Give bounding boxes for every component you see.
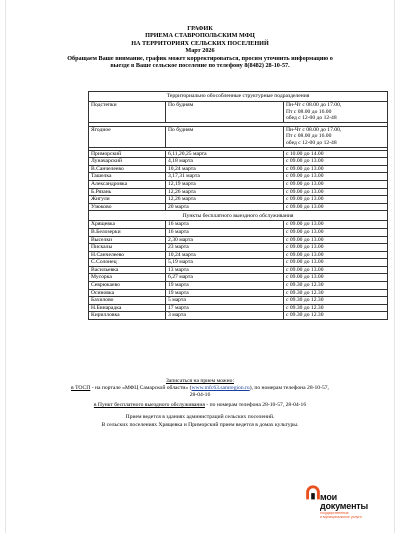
- settlement-name: Бахилово: [89, 297, 166, 305]
- visit-dates: 13 марта: [166, 266, 284, 274]
- table-row: [89, 312, 388, 320]
- settlement-name: Луначарский: [89, 158, 166, 166]
- visit-hours: с 09.30 до 12.30: [284, 289, 388, 297]
- signup-tosp-phone2: 28-04-16: [189, 392, 211, 398]
- hours-line: Пн-Чт с 08.00 до 17.00,: [286, 102, 342, 108]
- settlement-name: Подстепки: [89, 102, 166, 123]
- visit-dates: 20 марта: [166, 203, 284, 211]
- visit-days: По будням: [166, 126, 284, 147]
- hours-line: обед с 12-00 до 12-48: [286, 139, 337, 146]
- visit-dates: 5,19 марта: [166, 259, 284, 267]
- hours-line: Пн-Чт с 08.00 до 17.00,: [286, 126, 342, 133]
- logo-sub2: и муниципальные услуги: [320, 515, 362, 520]
- visit-hours: с 09.00 до 13.00: [284, 203, 388, 211]
- hours-line: Пт с 08.00 до 16.00: [286, 108, 332, 115]
- table-row: [89, 282, 388, 290]
- visit-hours: с 09.00 до 13.00: [284, 236, 388, 244]
- schedule-table: [88, 91, 388, 320]
- signup-heading: [6, 378, 394, 385]
- visit-dates: 3,17,31 марта: [166, 173, 284, 181]
- visit-hours: с 09.30 до 12.30: [284, 297, 388, 305]
- hours-line: обед с 12-00 до 12-48: [286, 115, 337, 122]
- visit-dates: 6,11,20,25 марта: [166, 150, 284, 158]
- visit-hours: с 09.00 до 13.00: [284, 173, 388, 181]
- settlement-name: Выселки: [89, 236, 166, 244]
- visit-dates: 19 марта: [166, 289, 284, 297]
- table-row: [89, 244, 388, 252]
- table-row: [89, 266, 388, 274]
- settlement-name: Севрюкаево: [89, 282, 166, 290]
- visit-dates: 12,26 марта: [166, 196, 284, 204]
- table-row: [89, 165, 388, 173]
- visit-hours: с 09.30 до 12.30: [284, 304, 388, 312]
- table-row: [89, 304, 388, 312]
- table-row: [89, 173, 388, 181]
- visit-hours: с 09.00 до 13.00: [284, 259, 388, 267]
- visit-hours: с 09.00 до 13.00: [284, 244, 388, 252]
- table-row: [89, 251, 388, 259]
- page-edge-right: [394, 0, 395, 533]
- table-row: [89, 259, 388, 267]
- table-row: [89, 274, 388, 282]
- opening-hours: [284, 102, 388, 123]
- signup-mobile: [6, 402, 394, 409]
- table-row: [89, 150, 388, 158]
- visit-hours: с 09.00 до 13.00: [284, 221, 388, 229]
- tosp-phones: ), по номерам телефона 28-10-57,: [249, 385, 329, 391]
- visit-hours: с 10.00 до 14.00: [284, 150, 388, 158]
- note-culture-houses: В сельских поселениях Хрящевка и Приморский прием ведется в домах культуры.: [101, 422, 299, 428]
- visit-hours: с 09.00 до 13.00: [284, 158, 388, 166]
- visit-dates: 5 марта: [166, 297, 284, 305]
- settlement-name: Б.Рязань: [89, 188, 166, 196]
- logo-wordmark: [320, 493, 368, 511]
- doc-title-line3: НА ТЕРРИТОРИЯХ СЕЛЬСКИХ ПОСЕЛЕНИЙ: [131, 39, 269, 47]
- notice-line2: выезде в Ваше сельское поселение по телефону 8(8482) 28-10-57.: [110, 62, 290, 70]
- opening-hours: [284, 126, 388, 147]
- visit-hours: с 09.00 до 13.00: [284, 274, 388, 282]
- visit-hours: с 09.00 до 13.00: [284, 188, 388, 196]
- settlement-name: Н.Санчелеево: [89, 251, 166, 259]
- settlement-name: Приморский: [89, 150, 166, 158]
- visit-dates: 4,18 марта: [166, 158, 284, 166]
- settlement-name: С.Солонец: [89, 259, 166, 267]
- logo-word1: мои: [320, 492, 337, 502]
- visit-dates: 16 марта: [166, 228, 284, 236]
- settlement-name: Н.Бинарадка: [89, 304, 166, 312]
- table-row: [89, 203, 388, 211]
- table-row: [89, 196, 388, 204]
- visit-dates: 3 марта: [166, 312, 284, 320]
- notice-line1: Обращаем Ваше внимание, график может корректироваться, просим уточнить информацию о: [67, 54, 333, 62]
- visit-dates: 19 марта: [166, 282, 284, 290]
- visit-dates: 6,27 марта: [166, 274, 284, 282]
- settlement-name: Мусорка: [89, 274, 166, 282]
- visit-hours: с 09.00 до 13.00: [284, 251, 388, 259]
- settlement-name: Хрящевка: [89, 221, 166, 229]
- note-admin-buildings: Прием ведется в зданиях администраций сельских поселений.: [125, 414, 275, 420]
- moi-dokumenty-logo: [304, 492, 384, 525]
- settlement-name: В.Санчелеево: [89, 165, 166, 173]
- table-row: [89, 228, 388, 236]
- table-row: [89, 126, 388, 147]
- visit-days: По будням: [166, 102, 284, 123]
- mobile-point-label: в Пункт бесплатного выездного обслуживания: [93, 402, 205, 408]
- mfc-portal-link[interactable]: www.mfc63.samregion.ru: [191, 385, 250, 391]
- table-row: [89, 297, 388, 305]
- visit-dates: 17 марта: [166, 304, 284, 312]
- table-row: [89, 221, 388, 229]
- settlement-name: В.Белозерки: [89, 228, 166, 236]
- visit-dates: 16 марта: [166, 221, 284, 229]
- visit-hours: с 09.00 до 13.00: [284, 266, 388, 274]
- visit-dates: 23 марта: [166, 244, 284, 252]
- tosp-label: в ТОСП: [71, 385, 91, 391]
- visit-hours: с 09.30 до 12.30: [284, 312, 388, 320]
- mobile-point-phones: - по номерам телефона 28-10-57, 28-04-16: [204, 402, 307, 408]
- settlement-name: Ягодное: [89, 126, 166, 147]
- visit-dates: 2,30 марта: [166, 236, 284, 244]
- table-row: [89, 102, 388, 123]
- table-row: [89, 180, 388, 188]
- doc-title: ГРАФИК: [187, 25, 213, 32]
- doc-title-line2: ПРИЕМА СТАВРОПОЛЬСКИМ МФЦ: [145, 32, 255, 40]
- settlement-name: Кирилловка: [89, 312, 166, 320]
- table-row: [89, 188, 388, 196]
- logo-word2: документы: [320, 501, 368, 511]
- visit-hours: с 09.30 до 12.30: [284, 282, 388, 290]
- visit-dates: 10,24 марта: [166, 165, 284, 173]
- settlement-name: Осиновка: [89, 289, 166, 297]
- logo-subtitle: [320, 511, 362, 519]
- table-row: [89, 158, 388, 166]
- settlement-name: Жигули: [89, 196, 166, 204]
- settlement-name: Александровка: [89, 180, 166, 188]
- document-page: [6, 0, 394, 533]
- section-title-tosp: Территориально обособленные структурные подразделения: [89, 92, 388, 102]
- visit-hours: с 09.00 до 13.00: [284, 165, 388, 173]
- visit-hours: с 09.00 до 13.00: [284, 196, 388, 204]
- settlement-name: Ташелка: [89, 173, 166, 181]
- visit-dates: 10,24 марта: [166, 251, 284, 259]
- section-row: [89, 92, 388, 102]
- visit-hours: с 09.00 до 13.00: [284, 180, 388, 188]
- hours-line: Пт с 08.00 до 16.00: [286, 133, 332, 140]
- tosp-text: - на портале «МФЦ Самарской области» (: [90, 385, 192, 391]
- table-row: [89, 236, 388, 244]
- settlement-name: Пискалы: [89, 244, 166, 252]
- settlement-name: Васильевка: [89, 266, 166, 274]
- logo-sub1: государственные: [320, 511, 349, 515]
- table-row: [89, 289, 388, 297]
- visit-dates: 12,19 марта: [166, 180, 284, 188]
- doc-period: Март 2026: [185, 47, 215, 55]
- section-title-mobile: Пункты бесплатного выездного обслуживания: [89, 211, 388, 221]
- visit-dates: 12,26 марта: [166, 188, 284, 196]
- section-row: [89, 211, 388, 221]
- signup-heading-text: Записаться на прием можно:: [165, 378, 235, 384]
- signup-tosp: [6, 385, 394, 392]
- settlement-name: Узюково: [89, 203, 166, 211]
- visit-hours: с 09.00 до 13.00: [284, 228, 388, 236]
